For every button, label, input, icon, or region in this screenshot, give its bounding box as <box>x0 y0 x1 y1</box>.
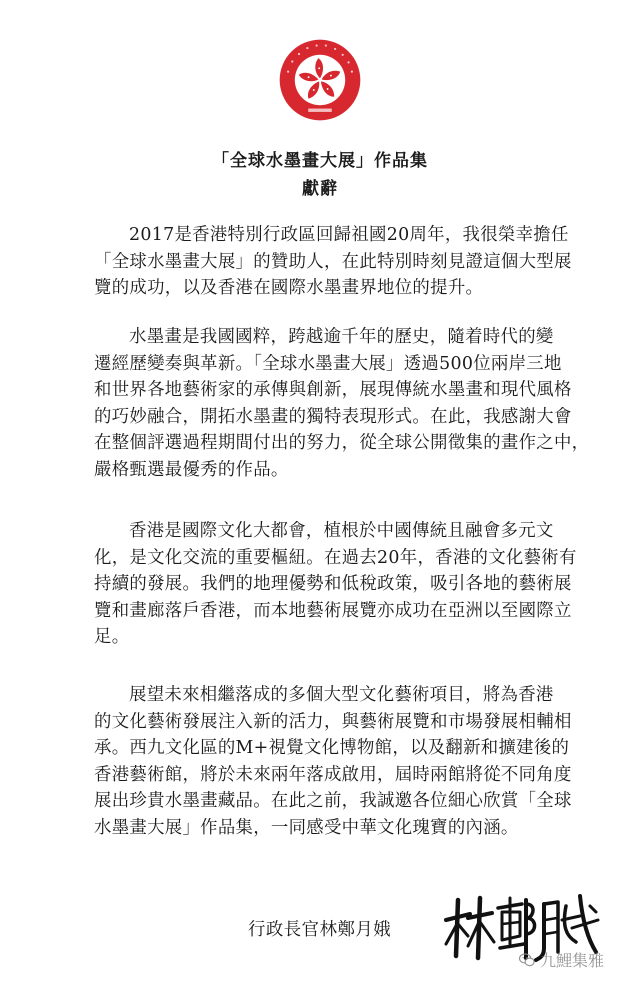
paragraph-line: 2017是香港特別行政區回歸祖國20周年，我很榮幸擔任 <box>129 225 569 245</box>
hong-kong-emblem-icon <box>278 38 362 122</box>
paragraph-line: 和世界各地藝術家的承傳與創新，展現傳統水墨畫和現代風格 <box>94 380 572 400</box>
watermark-text: 九鯉集雅 <box>540 951 605 970</box>
wechat-icon <box>518 951 536 969</box>
paragraph-line: 的文化藝術發展注入新的活力，與藝術展覽和市場發展相輔相 <box>94 711 572 732</box>
paragraph-line: 持續的發展。我們的地理優勢和低稅政策，吸引各地的藝術展 <box>94 574 572 594</box>
paragraph-line: 展出珍貴水墨畫藏品。在此之前，我誠邀各位細心欣賞「全球 <box>94 791 572 811</box>
document-subtitle: 獻辭 <box>302 179 338 199</box>
paragraph-line: 的巧妙融合，開拓水墨畫的獨特表現形式。在此，我感謝大會 <box>94 406 572 427</box>
paragraph-line: 香港是國際文化大都會，植根於中國傳統且融會多元文 <box>129 521 554 541</box>
paragraph-line: 香港藝術館，將於未來兩年落成啟用，屆時兩館將從不同角度 <box>94 764 572 785</box>
paragraph-3 <box>94 518 640 651</box>
document-title: 「全球水墨畫大展」作品集 <box>212 151 428 171</box>
paragraph-line: 「全球水墨畫大展」的贊助人，在此特別時刻見證這個大型展 <box>94 251 572 272</box>
paragraph-line: 水墨畫大展」作品集，一同感受中華文化瑰寶的內涵。 <box>94 817 519 838</box>
paragraph-line: 嚴格甄選最優秀的作品。 <box>94 459 289 480</box>
paragraph-2 <box>94 324 640 483</box>
paragraph-line: 化，是文化交流的重要樞紐。在過去20年，香港的文化藝術有 <box>94 547 577 568</box>
paragraph-line: 水墨畫是我國國粹，跨越逾千年的歷史，隨着時代的變 <box>129 327 554 347</box>
paragraph-line: 在整個評選過程期間付出的努力，從全球公開徵集的畫作之中， <box>94 433 590 453</box>
signatory-label: 行政長官林鄭月娥 <box>248 920 392 940</box>
paragraph-line: 遷經歷變奏與革新。「全球水墨畫大展」透過500位兩岸三地 <box>94 353 562 374</box>
paragraph-4 <box>94 682 640 841</box>
paragraph-line: 足。 <box>94 627 130 647</box>
paragraph-line: 展望未來相繼落成的多個大型文化藝術項目，將為香港 <box>129 685 554 705</box>
paragraph-1 <box>94 222 640 302</box>
paragraph-line: 覽的成功，以及香港在國際水墨畫界地位的提升。 <box>94 278 484 298</box>
paragraph-line: 覽和畫廊落戶香港，而本地藝術展覽亦成功在亞洲以至國際立 <box>94 600 572 621</box>
watermark <box>518 948 604 971</box>
paragraph-line: 承。西九文化區的M+視覺文化博物館，以及翻新和擴建後的 <box>94 738 570 758</box>
